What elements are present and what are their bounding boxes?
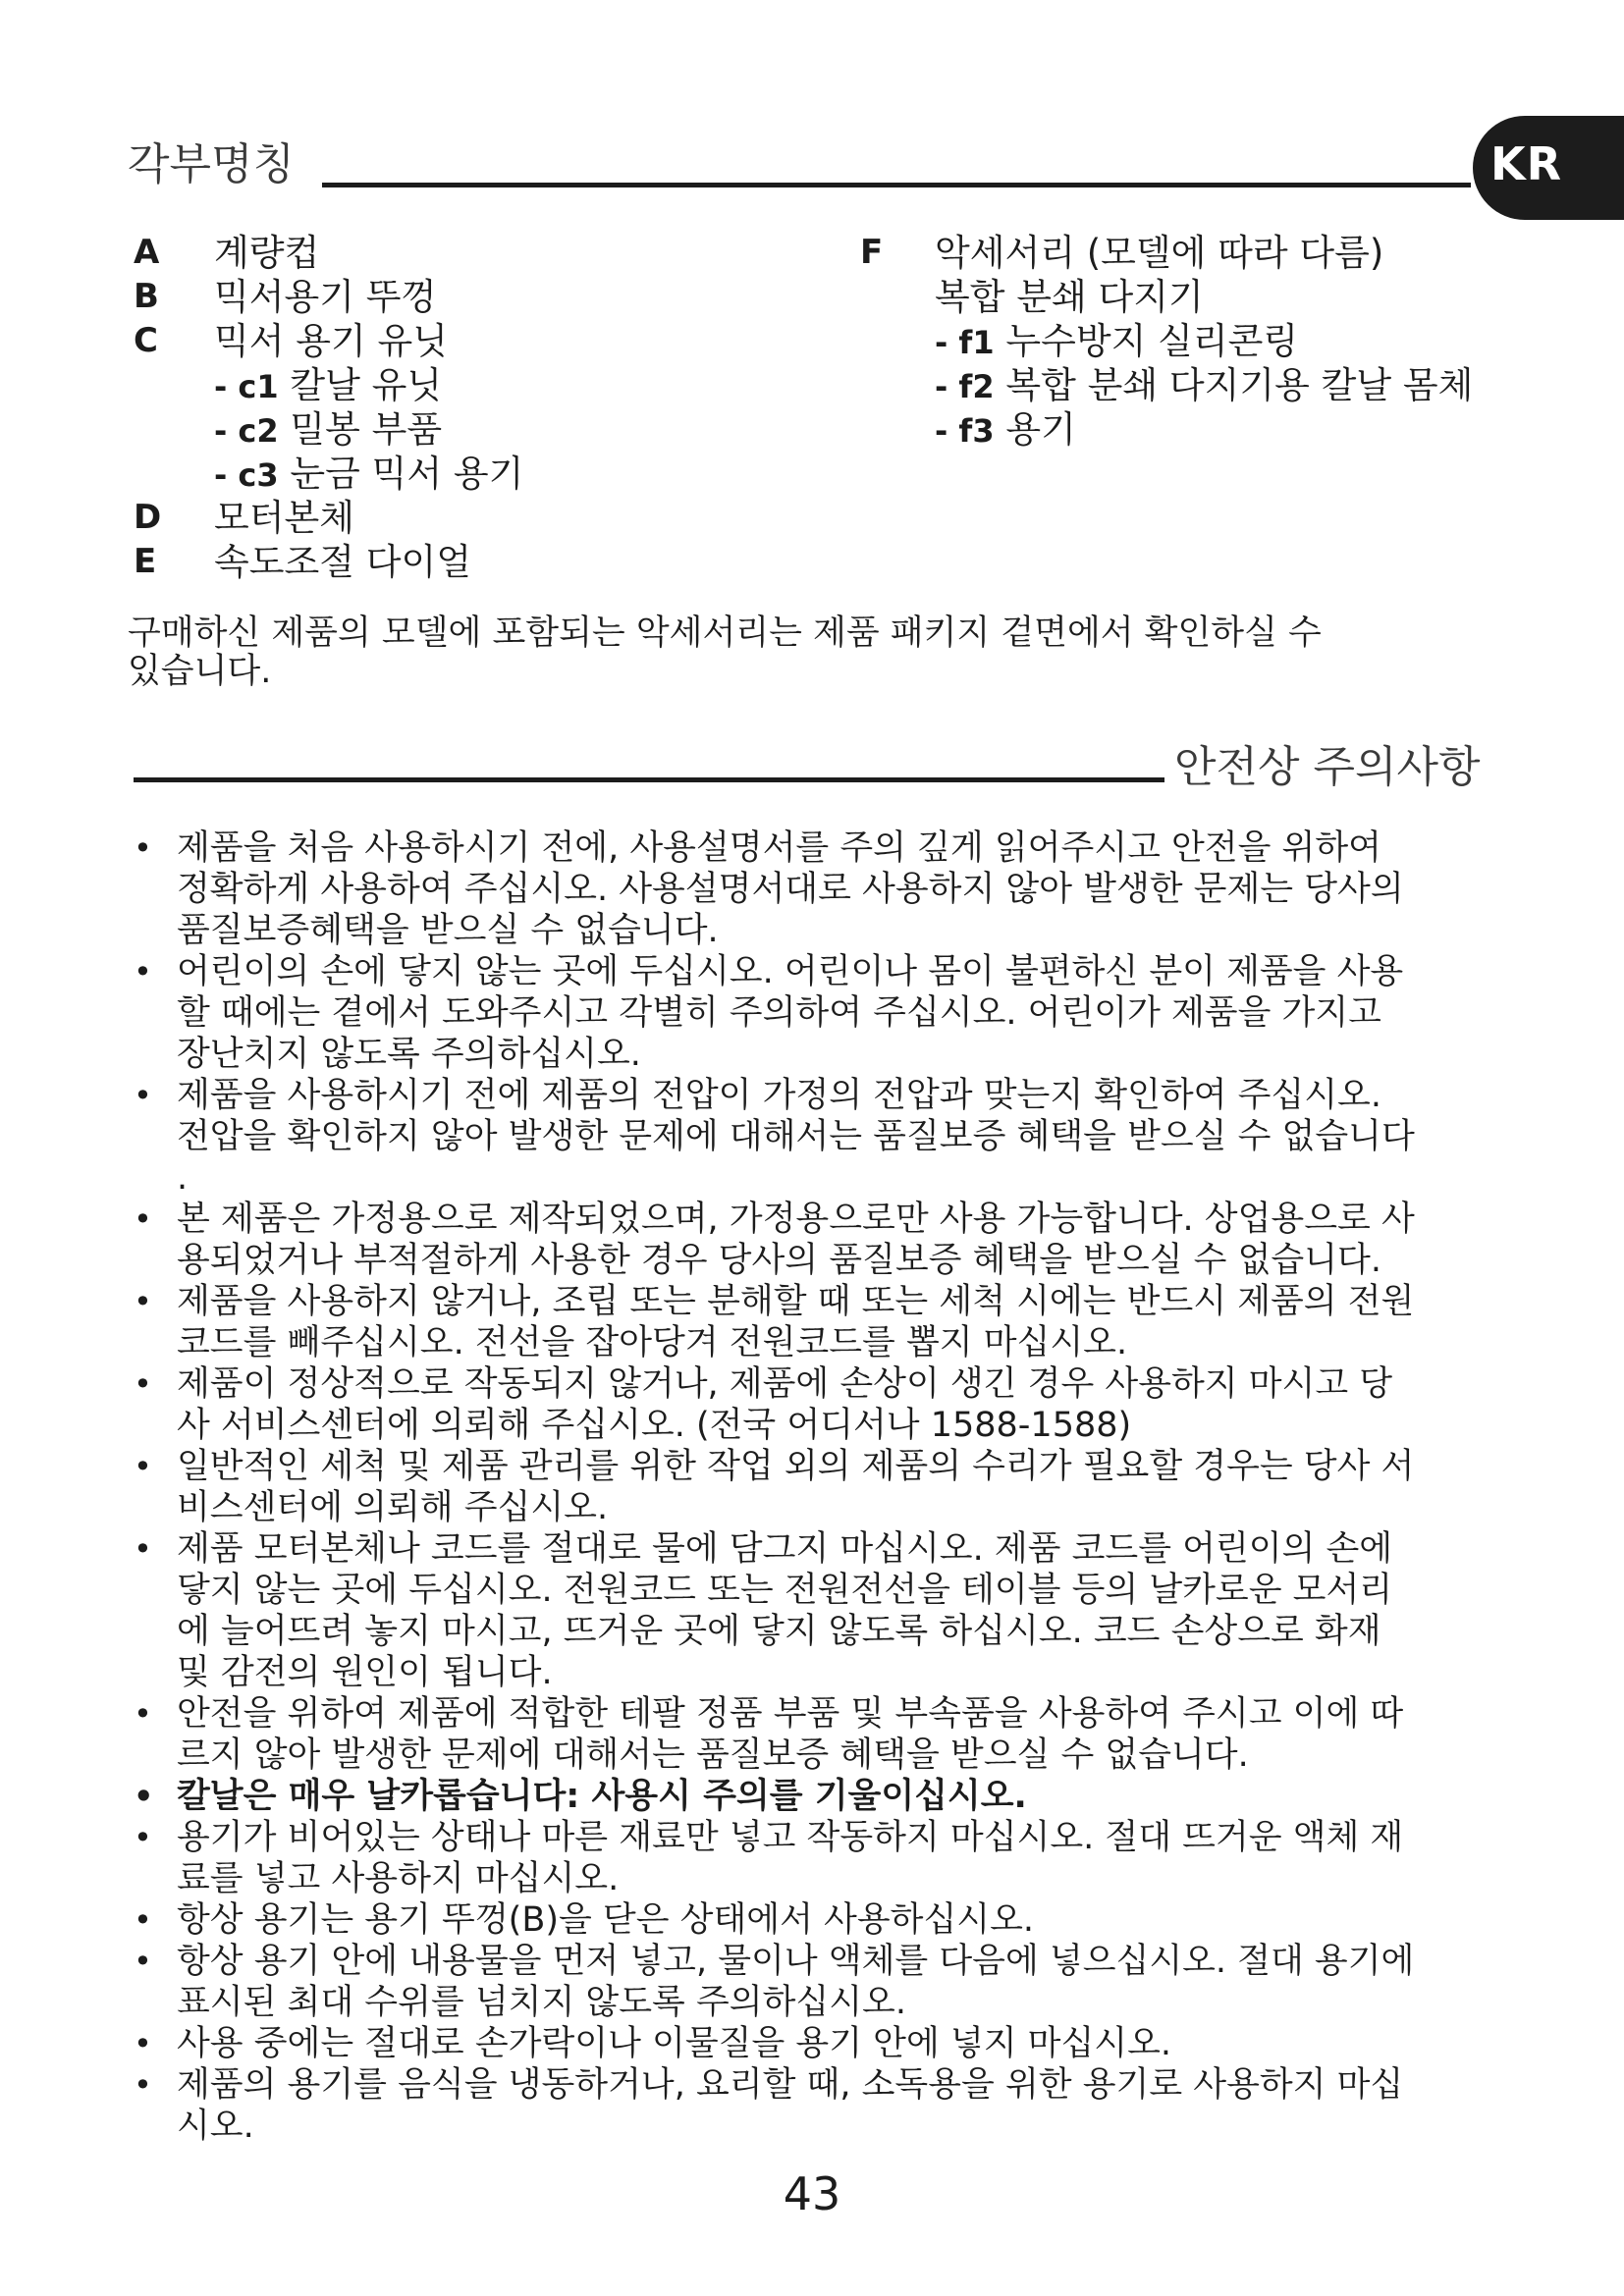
title-rule: [322, 183, 1471, 187]
safety-item: [134, 1199, 1508, 1281]
part-row: [860, 319, 1547, 363]
part-label: 속도조절 다이얼: [214, 541, 471, 583]
sub-part-code: - c3: [214, 456, 279, 494]
safety-item-line: 및 감전의 원인이 됩니다.: [177, 1653, 553, 1692]
safety-item-line: .: [177, 1158, 189, 1198]
parts-list-right: [860, 231, 1547, 452]
section-title-safety: 안전상 주의사항: [1174, 742, 1481, 792]
section-rule: [134, 777, 1164, 782]
safety-item-line: 본 제품은 가정용으로 제작되었으며, 가정용으로만 사용 가능합니다. 상업용으로 사: [177, 1200, 1415, 1239]
part-letter: F: [860, 233, 884, 272]
sub-part: [214, 452, 523, 498]
sub-part: [214, 363, 442, 409]
bullet-icon: •: [134, 2066, 152, 2104]
bullet-icon: •: [134, 1778, 154, 1815]
parts-list-left: [134, 231, 880, 584]
part-row: [860, 231, 1547, 275]
page-number: 43: [783, 2167, 841, 2220]
bullet-icon: •: [134, 1695, 152, 1733]
safety-item-line: 제품 모터본체나 코드를 절대로 물에 담그지 마십시오. 제품 코드를 어린이의 손에: [177, 1529, 1393, 1569]
part-row: [134, 452, 880, 496]
safety-item-line: 르지 않아 발생한 문제에 대해서는 품질보증 혜택을 받으실 수 없습니다.: [177, 1735, 1249, 1775]
accessory-note-line: 구매하신 제품의 모델에 포함되는 악세서리는 제품 패키지 겉면에서 확인하실 수: [128, 614, 1322, 653]
bullet-icon: •: [134, 2025, 152, 2062]
safety-item: [134, 1075, 1508, 1199]
safety-item-line: 할 때에는 곁에서 도와주시고 각별히 주의하여 주십시오. 어린이가 제품을 가지고: [177, 993, 1381, 1033]
part-row: [860, 275, 1547, 319]
safety-item: [134, 2023, 1508, 2064]
sub-part-label: 용기: [994, 408, 1076, 451]
part-label: 복합 분쇄 다지기: [935, 276, 1204, 318]
accessory-note: [128, 614, 1502, 691]
safety-item-line: 품질보증혜택을 받으실 수 없습니다.: [177, 911, 719, 950]
bullet-icon: •: [134, 1819, 152, 1856]
safety-item-line: 제품을 사용하시기 전에 제품의 전압이 가정의 전압과 맞는지 확인하여 주십시오.: [177, 1076, 1381, 1115]
sub-part: [935, 407, 1076, 454]
language-tab: [1473, 116, 1624, 220]
safety-item-line: 코드를 빼주십시오. 전선을 잡아당겨 전원코드를 뽑지 마십시오.: [177, 1323, 1128, 1362]
safety-item-line: 제품을 처음 사용하시기 전에, 사용설명서를 주의 깊게 읽어주시고 안전을 위하여: [177, 828, 1381, 868]
sub-part-label: 칼날 유닛: [278, 364, 443, 406]
bullet-icon: •: [134, 953, 152, 990]
part-row: [134, 540, 880, 584]
sub-part-code: - c2: [214, 412, 279, 450]
safety-item-line: 장난치지 않도록 주의하십시오.: [177, 1035, 641, 1074]
safety-item-line: 항상 용기 안에 내용물을 먼저 넣고, 물이나 액체를 다음에 넣으십시오. 절대 용기에: [177, 1942, 1415, 1981]
part-row: [134, 363, 880, 407]
safety-item: [134, 1817, 1508, 1899]
part-row: [134, 275, 880, 319]
part-label: 악세서리 (모델에 따라 다름): [935, 232, 1384, 274]
safety-item-line: 비스센터에 의뢰해 주십시오.: [177, 1488, 609, 1527]
safety-item: [134, 1899, 1508, 1941]
safety-item-line: 료를 넣고 사용하지 마십시오.: [177, 1859, 620, 1898]
safety-item-line: 닿지 않는 곳에 두십시오. 전원코드 또는 전원전선을 테이블 등의 날카로운 모서리: [177, 1571, 1393, 1610]
part-row: [134, 496, 880, 540]
sub-part-code: - f1: [935, 324, 995, 361]
sub-part-code: - f3: [935, 412, 995, 450]
safety-item-line: 사용 중에는 절대로 손가락이나 이물질을 용기 안에 넣지 마십시오.: [177, 2024, 1172, 2063]
bullet-icon: •: [134, 1365, 152, 1403]
safety-item-line: 제품이 정상적으로 작동되지 않거나, 제품에 손상이 생긴 경우 사용하지 마시고 당: [177, 1364, 1393, 1404]
safety-item-line: 에 늘어뜨려 놓지 마시고, 뜨거운 곳에 닿지 않도록 하십시오. 코드 손상으로 화재: [177, 1612, 1381, 1651]
part-row: [134, 319, 880, 363]
sub-part-label: 밀봉 부품: [278, 408, 443, 451]
safety-item: [134, 1693, 1508, 1776]
part-label: 믹서 용기 유닛: [214, 320, 448, 362]
part-letter: A: [134, 233, 160, 272]
sub-part: [214, 407, 442, 454]
safety-item: [134, 1363, 1508, 1446]
sub-part-label: 눈금 믹서 용기: [278, 453, 524, 495]
safety-item-line: 용기가 비어있는 상태나 마른 재료만 넣고 작동하지 마십시오. 절대 뜨거운 액체 재: [177, 1818, 1404, 1857]
bullet-icon: •: [134, 1943, 152, 1980]
safety-item-line: 제품을 사용하지 않거나, 조립 또는 분해할 때 또는 세척 시에는 반드시 제품의 전원: [177, 1282, 1415, 1321]
safety-item: [134, 1528, 1508, 1693]
part-row: [134, 231, 880, 275]
part-row: [860, 407, 1547, 452]
safety-item: [134, 1446, 1508, 1528]
safety-item: [134, 1281, 1508, 1363]
part-letter: C: [134, 321, 158, 360]
safety-item-line: 사 서비스센터에 의뢰해 주십시오. (전국 어디서나 1588-1588): [177, 1406, 1132, 1445]
part-letter: B: [134, 277, 159, 316]
safety-item: [134, 828, 1508, 951]
sub-part-label: 누수방지 실리콘링: [994, 320, 1299, 362]
part-row: [860, 363, 1547, 407]
safety-item-line: 칼날은 매우 날카롭습니다: 사용시 주의를 기울이십시오.: [177, 1777, 1027, 1816]
sub-part: [935, 319, 1298, 365]
section-title-parts: 각부명칭: [128, 139, 296, 189]
sub-part-code: - f2: [935, 368, 995, 405]
safety-item: [134, 2064, 1508, 2147]
sub-part-label: 복합 분쇄 다지기용 칼날 몸체: [994, 364, 1474, 406]
safety-item-line: 정확하게 사용하여 주십시오. 사용설명서대로 사용하지 않아 발생한 문제는 당사의: [177, 870, 1404, 909]
bullet-icon: •: [134, 1901, 152, 1939]
bullet-icon: •: [134, 1448, 152, 1485]
language-tab-label: KR: [1490, 137, 1563, 190]
bullet-icon: •: [134, 829, 152, 867]
safety-list: [134, 828, 1508, 2147]
safety-item: [134, 951, 1508, 1075]
part-letter: E: [134, 542, 157, 581]
safety-item-line: 항상 용기는 용기 뚜껑(B)을 닫은 상태에서 사용하십시오.: [177, 1900, 1035, 1940]
bullet-icon: •: [134, 1201, 152, 1238]
safety-item-line: 표시된 최대 수위를 넘치지 않도록 주의하십시오.: [177, 1983, 906, 2022]
bullet-icon: •: [134, 1530, 152, 1568]
safety-item-line: 용되었거나 부적절하게 사용한 경우 당사의 품질보증 혜택을 받으실 수 없습니다.: [177, 1241, 1381, 1280]
part-label: 계량컵: [214, 232, 320, 274]
safety-item-line: 어린이의 손에 닿지 않는 곳에 두십시오. 어린이나 몸이 불편하신 분이 제품을 사용: [177, 952, 1404, 991]
part-letter: D: [134, 498, 162, 537]
bullet-icon: •: [134, 1077, 152, 1114]
sub-part-code: - c1: [214, 368, 279, 405]
part-label: 모터본체: [214, 497, 354, 539]
safety-item-line: 전압을 확인하지 않아 발생한 문제에 대해서는 품질보증 혜택을 받으실 수 없습니다: [177, 1117, 1415, 1156]
safety-item-line: 시오.: [177, 2107, 254, 2146]
safety-item-line: 제품의 용기를 음식을 냉동하거나, 요리할 때, 소독용을 위한 용기로 사용하지 마십: [177, 2065, 1404, 2105]
safety-item-line: 안전을 위하여 제품에 적합한 테팔 정품 부품 및 부속품을 사용하여 주시고 이에 따: [177, 1694, 1404, 1734]
part-label: 믹서용기 뚜껑: [214, 276, 437, 318]
safety-item: [134, 1776, 1508, 1817]
safety-item: [134, 1941, 1508, 2023]
bullet-icon: •: [134, 1283, 152, 1320]
part-row: [134, 407, 880, 452]
sub-part: [935, 363, 1473, 409]
accessory-note-line: 있습니다.: [128, 652, 272, 691]
safety-item-line: 일반적인 세척 및 제품 관리를 위한 작업 외의 제품의 수리가 필요할 경우는 당사 서: [177, 1447, 1415, 1486]
